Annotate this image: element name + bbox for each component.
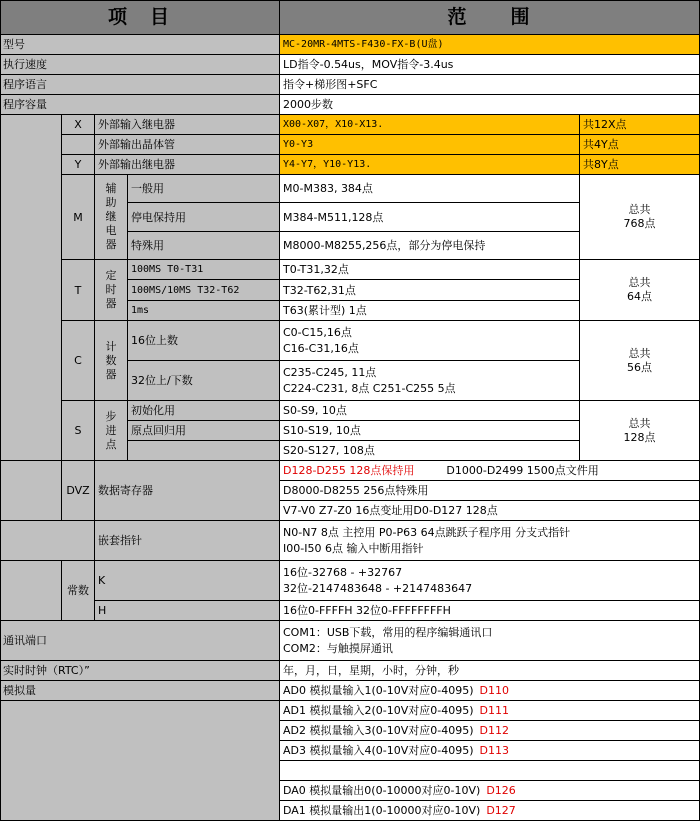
dvz-line-1 — [280, 461, 700, 481]
const-blank — [0, 561, 62, 621]
analog-row: DA0 模拟量输出0(0-10000对应0-10V) D126 — [280, 781, 700, 801]
m-item-range: M0-M383, 384点 — [280, 175, 580, 203]
c-item-name: 32位上/下数 — [128, 361, 280, 401]
c-item-range: C0-C15,16点 C16-C31,16点 — [280, 321, 580, 361]
t-item-range: T0-T31,32点 — [280, 260, 580, 280]
analog-row: AD2 模拟量输入3(0-10V对应0-4095) D112 — [280, 721, 700, 741]
m-item-name: 停电保持用 — [128, 203, 280, 232]
y-transistor-name: 外部输出晶体管 — [95, 135, 280, 155]
s-code: S — [62, 401, 95, 461]
analog-row: AD1 模拟量输入2(0-10V对应0-4095) D111 — [280, 701, 700, 721]
nesting-name: 嵌套指针 — [95, 521, 280, 561]
s-type: 步 进 点 — [95, 401, 128, 461]
m-item-name: 特殊用 — [128, 232, 280, 260]
m-code: M — [62, 175, 95, 260]
s-item-name — [128, 441, 280, 461]
t-item-name: 1ms — [128, 301, 280, 321]
const-k-range: 16位-32768 - +32767 32位-2147483648 - +2147483647 — [280, 561, 700, 601]
device-group-blank — [0, 115, 62, 461]
y-transistor-total: 共4Y点 — [580, 135, 700, 155]
dvz-retentive: D128-D255 128点保持用 — [283, 464, 415, 477]
c-total: 总共 56点 — [580, 321, 700, 401]
c-item-name: 16位上数 — [128, 321, 280, 361]
s-total: 总共 128点 — [580, 401, 700, 461]
const-name: 常数 — [62, 561, 95, 621]
dvz-file: D1000-D2499 1500点文件用 — [446, 464, 599, 477]
comm-range: COM1：USB下载，常用的程序编辑通讯口 COM2：与触摸屏通讯 — [280, 621, 700, 661]
t-type: 定 时 器 — [95, 260, 128, 321]
y-relay-code: Y — [62, 155, 95, 175]
rtc-value: 年，月，日，星期，小时，分钟，秒 — [280, 661, 700, 681]
analog-row: AD3 模拟量输入4(0-10V对应0-4095) D113 — [280, 741, 700, 761]
y-relay-range: Y4-Y7，Y10-Y13. — [280, 155, 580, 175]
c-item-range: C235-C245, 11点 C224-C231, 8点 C251-C255 5点 — [280, 361, 580, 401]
nesting-blank — [0, 521, 95, 561]
speed-label: 执行速度 — [0, 55, 280, 75]
s-item-range: S10-S19, 10点 — [280, 421, 580, 441]
y-relay-total: 共8Y点 — [580, 155, 700, 175]
y-transistor-code — [62, 135, 95, 155]
m-item-range: M384-M511,128点 — [280, 203, 580, 232]
dvz-name: 数据寄存器 — [95, 461, 280, 521]
speed-value: LD指令-0.54us，MOV指令-3.4us — [280, 55, 700, 75]
t-item-name: 100MS/10MS T32-T62 — [128, 280, 280, 301]
language-label: 程序语言 — [0, 75, 280, 95]
analog-label: 模拟量 — [0, 681, 280, 701]
header-item: 项 目 — [0, 0, 280, 35]
c-type: 计 数 器 — [95, 321, 128, 401]
model-value: MC-20MR-4MTS-F430-FX-B(U盘) — [280, 35, 700, 55]
m-item-name: 一般用 — [128, 175, 280, 203]
model-label: 型号 — [0, 35, 280, 55]
y-relay-name: 外部输出继电器 — [95, 155, 280, 175]
analog-row-empty — [280, 761, 700, 781]
dvz-code: DVZ — [62, 461, 95, 521]
t-total: 总共 64点 — [580, 260, 700, 321]
x-total: 共12X点 — [580, 115, 700, 135]
analog-blank — [0, 701, 280, 821]
const-h-range: 16位0-FFFFH 32位0-FFFFFFFFH — [280, 601, 700, 621]
dvz-line-2: D8000-D8255 256点特殊用 — [280, 481, 700, 501]
t-item-range: T63(累计型) 1点 — [280, 301, 580, 321]
comm-label: 通讯端口 — [0, 621, 280, 661]
dvz-blank — [0, 461, 62, 521]
const-k-label: K — [95, 561, 280, 601]
dvz-line-3: V7-V0 Z7-Z0 16点变址用D0-D127 128点 — [280, 501, 700, 521]
m-item-range: M8000-M8255,256点，部分为停电保持 — [280, 232, 580, 260]
y-transistor-range: Y0-Y3 — [280, 135, 580, 155]
analog-row: DA1 模拟量输出1(0-10000对应0-10V) D127 — [280, 801, 700, 821]
x-range: X00-X07，X10-X13. — [280, 115, 580, 135]
s-item-name: 原点回归用 — [128, 421, 280, 441]
analog-row: AD0 模拟量输入1(0-10V对应0-4095) D110 — [280, 681, 700, 701]
x-name: 外部输入继电器 — [95, 115, 280, 135]
t-item-name: 100MS T0-T31 — [128, 260, 280, 280]
s-item-range: S0-S9, 10点 — [280, 401, 580, 421]
nesting-range: N0-N7 8点 主控用 P0-P63 64点跳跃子程序用 分支式指针 I00-I50 6点 输入中断用指针 — [280, 521, 700, 561]
s-item-range: S20-S127, 108点 — [280, 441, 580, 461]
const-h-label: H — [95, 601, 280, 621]
capacity-label: 程序容量 — [0, 95, 280, 115]
m-total: 总共 768点 — [580, 175, 700, 260]
c-code: C — [62, 321, 95, 401]
m-type: 辅 助 继 电 器 — [95, 175, 128, 260]
t-item-range: T32-T62,31点 — [280, 280, 580, 301]
capacity-value: 2000步数 — [280, 95, 700, 115]
header-range: 范 围 — [280, 0, 700, 35]
s-item-name: 初始化用 — [128, 401, 280, 421]
t-code: T — [62, 260, 95, 321]
language-value: 指令+梯形图+SFC — [280, 75, 700, 95]
rtc-label: 实时时钟（RTC）” — [0, 661, 280, 681]
x-code: X — [62, 115, 95, 135]
